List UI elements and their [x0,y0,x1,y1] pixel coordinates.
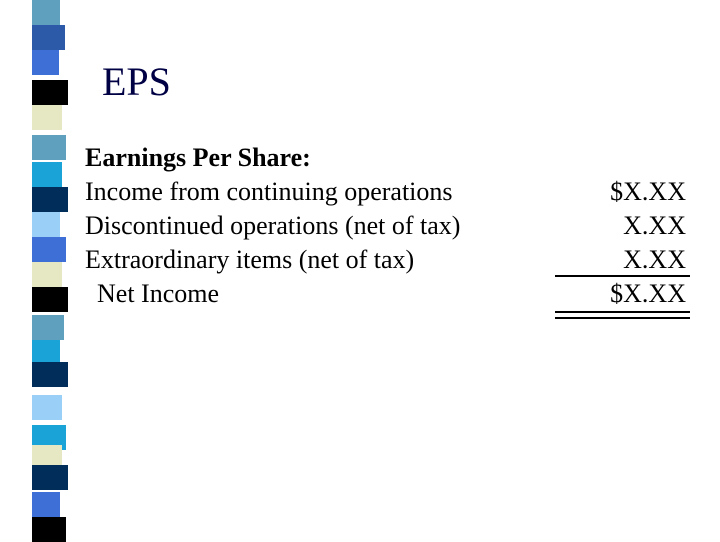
row-label: Extraordinary items (net of tax) [85,245,415,274]
row-label: Net Income [97,279,220,308]
statement-row [85,209,690,243]
row-amount: $X.XX [610,177,686,206]
decorative-side-strip [32,0,68,540]
statement-row [85,175,690,209]
row-amount: $X.XX [610,279,686,308]
strip-block [32,465,68,490]
strip-block [32,50,59,75]
row-label: Discontinued operations (net of tax) [85,211,461,240]
strip-block [32,80,68,105]
strip-block [32,0,60,25]
strip-block [32,212,60,237]
slide-title: EPS [102,59,171,104]
strip-block [32,315,64,340]
strip-block [32,492,60,517]
statement-total-row [85,277,690,311]
statement-row [85,243,690,277]
strip-block [32,162,62,187]
row-amount: X.XX [623,211,686,240]
strip-block [32,262,62,287]
strip-block [32,517,66,542]
strip-block [32,362,68,387]
eps-statement [85,141,690,311]
subtotal-underline [555,275,690,277]
statement-heading: Earnings Per Share: [85,143,311,172]
total-double-underline [555,311,690,319]
row-label: Income from continuing operations [85,177,453,206]
strip-block [32,237,66,262]
strip-block [32,287,68,312]
strip-block [32,135,66,160]
strip-block [32,395,62,420]
row-amount: X.XX [623,245,686,274]
strip-block [32,187,68,212]
strip-block [32,25,65,50]
strip-block [32,105,62,130]
